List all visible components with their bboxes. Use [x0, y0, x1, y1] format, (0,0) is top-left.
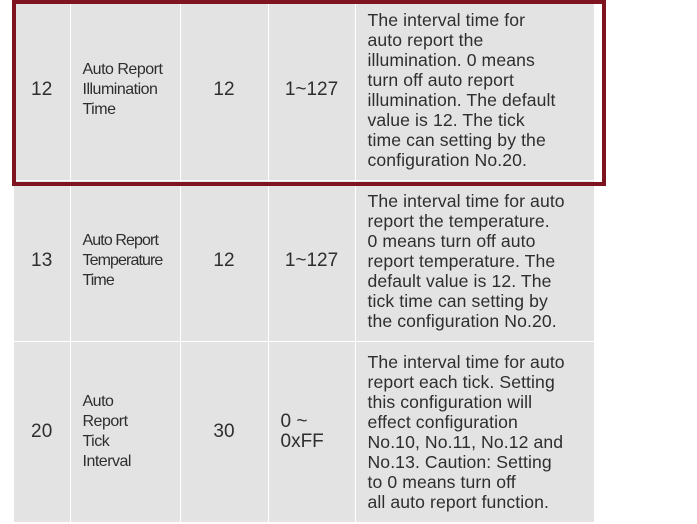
description-line: illumination. 0 means: [367, 50, 535, 70]
description-line: default value is 12. The: [367, 271, 552, 291]
description-line: auto report the: [367, 30, 484, 50]
parameter-name-line: Illumination: [82, 81, 158, 98]
parameter-name-line: Auto Report: [82, 61, 163, 78]
description-line: The interval time for auto: [367, 191, 565, 211]
parameter-number-cell: 20: [14, 342, 70, 523]
default-value-cell: 12: [180, 0, 268, 181]
configuration-table: [14, 0, 594, 523]
description-cell: [355, 342, 594, 523]
table-row: [14, 0, 594, 181]
parameter-number-cell: 12: [14, 0, 70, 181]
description-line: this configuration will: [367, 392, 533, 412]
valid-range-line: 0 ~: [280, 411, 308, 432]
description-line: report temperature. The: [367, 251, 556, 271]
description-line: effect configuration: [367, 412, 518, 432]
description-line: tick time can setting by: [367, 291, 548, 311]
valid-range-cell: [268, 342, 355, 523]
description-line: The interval time for auto: [367, 352, 565, 372]
default-value-cell: 12: [180, 181, 268, 342]
parameter-name-line: Report: [82, 413, 128, 430]
description-line: report the temperature.: [367, 211, 550, 231]
table-row: [14, 342, 594, 523]
parameter-name-line: Time: [82, 272, 114, 289]
description-line: the configuration No.20.: [367, 311, 557, 331]
parameter-name-line: Auto: [82, 393, 114, 410]
parameter-name-line: Temperature: [82, 252, 163, 269]
parameter-name-cell: [70, 181, 180, 342]
valid-range-cell: [268, 0, 355, 181]
parameter-name-line: Auto Report: [82, 232, 158, 249]
description-cell: [355, 0, 594, 181]
parameter-name-line: Interval: [82, 453, 131, 470]
description-line: No.13. Caution: Setting: [367, 452, 552, 472]
description-line: No.10, No.11, No.12 and: [367, 432, 564, 452]
parameter-name-cell: [70, 0, 180, 181]
description-line: configuration No.20.: [367, 150, 527, 170]
description-line: time can setting by the: [367, 130, 546, 150]
table-row: [14, 181, 594, 342]
description-line: turn off auto report: [367, 70, 514, 90]
description-cell: [355, 181, 594, 342]
valid-range-line: 1~127: [284, 250, 339, 271]
default-value-cell: 30: [180, 342, 268, 523]
parameter-number-cell: 13: [14, 181, 70, 342]
valid-range-cell: [268, 181, 355, 342]
description-line: all auto report function.: [367, 492, 549, 512]
description-line: value is 12. The tick: [367, 110, 525, 130]
parameter-name-line: Tick: [82, 433, 110, 450]
valid-range-line: 1~127: [284, 79, 339, 100]
description-line: to 0 means turn off: [367, 472, 516, 492]
description-line: report each tick. Setting: [367, 372, 555, 392]
description-line: illumination. The default: [367, 90, 556, 110]
description-line: The interval time for: [367, 10, 526, 30]
parameter-name-line: Time: [82, 101, 116, 118]
parameter-name-cell: [70, 342, 180, 523]
valid-range-line: 0xFF: [280, 431, 324, 452]
description-line: 0 means turn off auto: [367, 231, 536, 251]
